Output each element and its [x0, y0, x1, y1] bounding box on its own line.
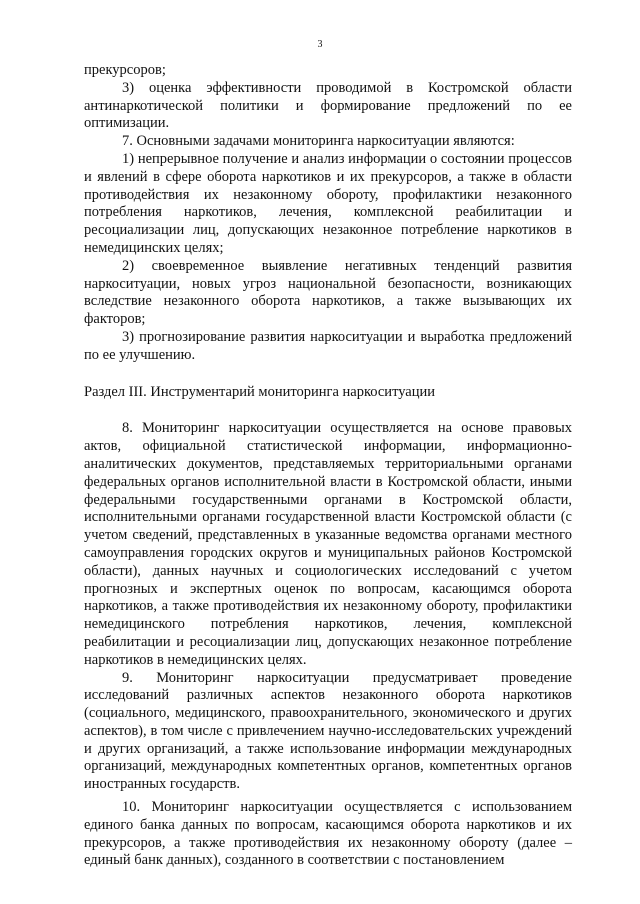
paragraph-9: 9. Мониторинг наркоситуации предусматривает проведение исследований различных аспектов незаконного оборота наркотиков (социального, медицинского, правоохранительного, экономического и других аспектов), в том числе с привлечением научно-исследовательских учреждений и других организаций, а также использование информации международных организаций, международных компетентных органов, компетентных органов иностранных государств.	[84, 669, 572, 793]
paragraph-task-3: 3) прогнозирование развития наркоситуации и выработка предложений по ее улучшению.	[84, 328, 572, 363]
paragraph-continuation: прекурсоров;	[84, 62, 166, 78]
page-number: 3	[317, 39, 323, 50]
document-body	[84, 62, 572, 870]
paragraph-task-2: 2) своевременное выявление негативных тенденций развития наркоситуации, новых угроз национальной безопасности, возникающих вследствие незаконного оборота наркотиков, а также вызывающих их факторов;	[84, 257, 572, 328]
paragraph-7-tasks: 7. Основными задачами мониторинга наркоситуации являются:	[122, 133, 515, 150]
paragraph-item-3-evaluation: 3) оценка эффективности проводимой в Костромской области антинаркотической политики и формирование предложений по ее оптимизации.	[84, 79, 572, 132]
paragraph-8: 8. Мониторинг наркоситуации осуществляется на основе правовых актов, официальной статистической информации, информационно-аналитических документов, представляемых территориальными органами федеральных органов исполнительной власти в Костромской области, иными федеральными государственными органами в Костромской области, исполнительными органами государственной власти Костромской области (с учетом сведений, представленных в указанные ведомства органами местного самоуправления городских округов и муниципальных районов Костромской области), данных научных и социологических исследований с учетом прогнозных и экспертных оценок по вопросам, касающимся оборота наркотиков, а также противодействия их незаконному обороту, профилактики немедицинского потребления наркотиков, лечения, комплексной реабилитации и ресоциализации лиц, допускающих незаконное потребление наркотиков в немедицинских целях.	[84, 420, 572, 668]
section-title: Раздел III. Инструментарий мониторинга наркоситуации	[84, 383, 435, 400]
paragraph-10: 10. Мониторинг наркоситуации осуществляется с использованием единого банка данных по вопросам, касающимся оборота наркотиков и их прекурсоров, а также противодействия их незаконному обороту (далее – единый банк данных), созданного в соответствии с постановлением	[84, 799, 572, 869]
paragraph-task-1: 1) непрерывное получение и анализ информации о состоянии процессов и явлений в сфере оборота наркотиков и их прекурсоров, а также в области противодействия их незаконному обороту, профилактики незаконного потребления наркотиков, лечения, комплексной реабилитации и ресоциализации лиц, допускающих незаконное потребление наркотиков в немедицинских целях;	[84, 150, 572, 256]
